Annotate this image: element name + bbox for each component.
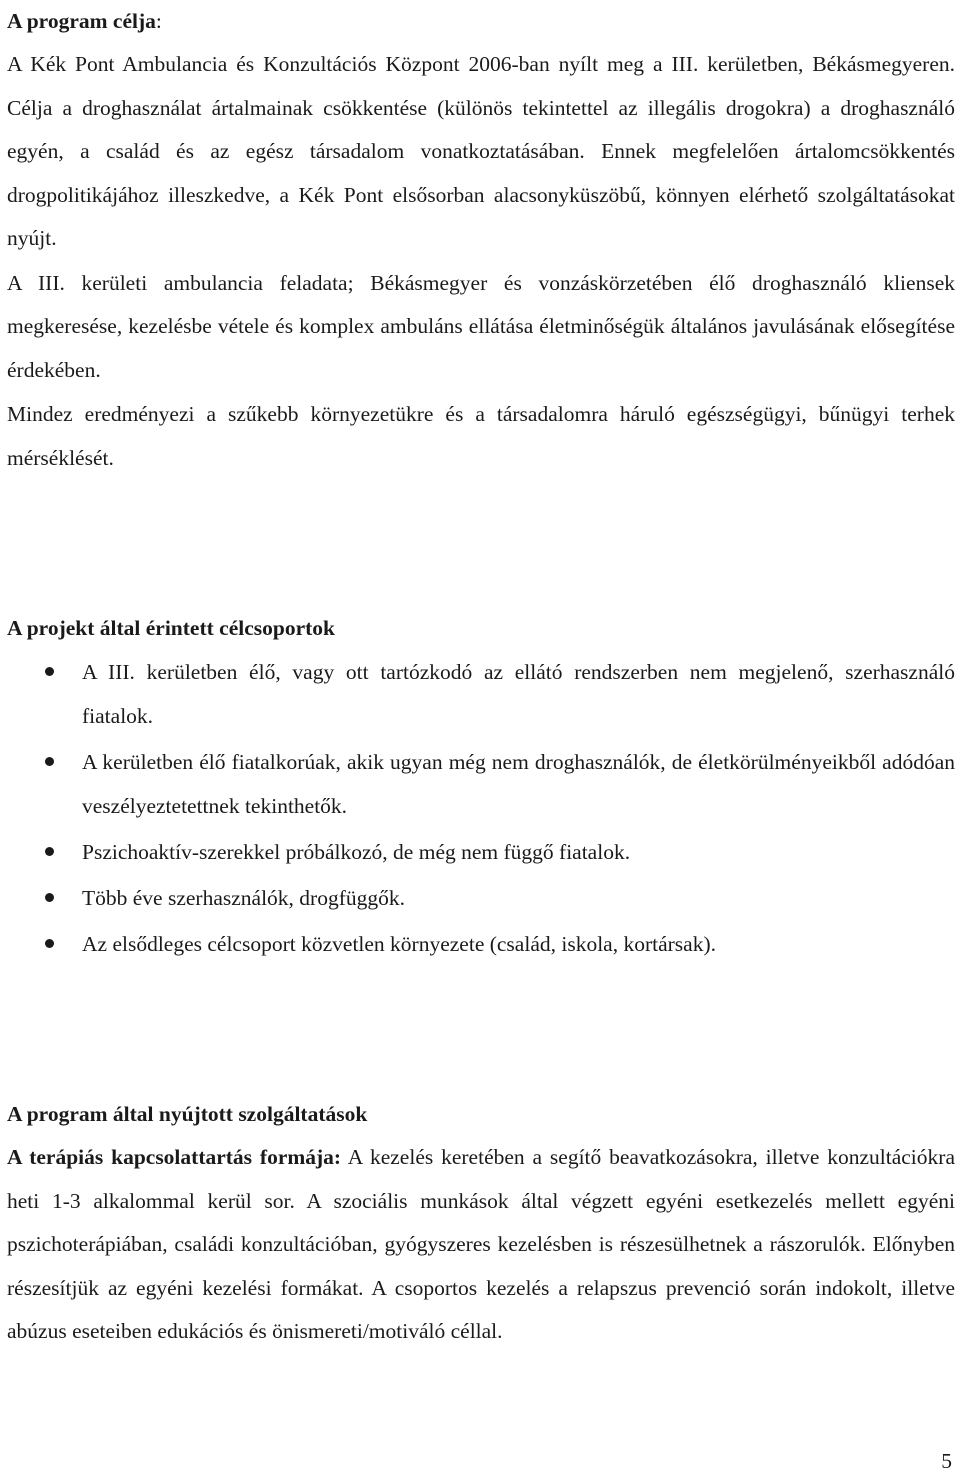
page-number: 5 [941, 1449, 952, 1473]
section-heading [7, 0, 955, 43]
section-target-groups [7, 607, 955, 968]
list-item [7, 922, 955, 966]
list-item [7, 876, 955, 920]
paragraph: A III. kerületi ambulancia feladata; Békásmegyer és vonzáskörzetében élő droghasználó kliensek megkeresése, kezelésbe vétele és komplex ambuláns ellátása életminőségük általános javulásának elősegítése érdekében. [7, 270, 955, 382]
list-item-text: Több éve szerhasználók, drogfüggők. [82, 886, 405, 910]
paragraph-body: A kezelés keretében a segítő beavatkozásokra, illetve konzultációkra heti 1-3 alkalommal kerül sor. A szociális munkások által végzett egyéni esetkezelés mellett egyéni pszichoterápiában, családi konzultációban, gyógyszeres kezelésben is részesülhetnek a rászorulók. Előnyben részesítjük az egyéni kezelési formákat. A csoportos kezelés a relapszus prevenció során indokolt, illetve abúzus eseteiben edukációs és önismereti/motiváló céllal. [7, 1145, 955, 1343]
bullet-icon [45, 667, 54, 676]
list-item-text: A III. kerületben élő, vagy ott tartózkodó az ellátó rendszerben nem megjelenő, szerhasználó fiatalok. [82, 660, 955, 728]
section-services [7, 1093, 955, 1354]
heading-text: A program célja [7, 9, 156, 33]
paragraph: A Kék Pont Ambulancia és Konzultációs Központ 2006-ban nyílt meg a III. kerületben, Békásmegyeren. Célja a droghasználat ártalmainak csökkentése (különös tekintettel az illegális drogokra) a droghasználó egyén, a család és az egész társadalom vonatkoztatásában. Ennek megfelelően ártalomcsökkentés drogpolitikájához illeszkedve, a Kék Pont elsősorban alacsonyküszöbű, könnyen elérhető szolgáltatásokat nyújt. [7, 52, 955, 250]
section-heading: A program által nyújtott szolgáltatások [7, 1102, 368, 1126]
bullet-icon [45, 893, 54, 902]
section-heading: A projekt által érintett célcsoportok [7, 616, 336, 640]
paragraph: Mindez eredményezi a szűkebb környezetükre és a társadalomra háruló egészségügyi, bűnügyi terhek mérséklését. [7, 402, 955, 470]
list-item [7, 830, 955, 874]
bullet-icon [45, 847, 54, 856]
list-item [7, 650, 955, 738]
paragraph [7, 1136, 955, 1354]
heading-colon: : [155, 9, 162, 33]
list-item [7, 740, 955, 828]
paragraph-lead: A terápiás kapcsolattartás formája: [7, 1145, 342, 1169]
list-item-text: Pszichoaktív-szerekkel próbálkozó, de még nem függő fiatalok. [82, 840, 631, 864]
bullet-icon [45, 939, 54, 948]
bullet-icon [45, 757, 54, 766]
list-item-text: Az elsődleges célcsoport közvetlen környezete (család, iskola, kortársak). [82, 932, 716, 956]
list-item-text: A kerületben élő fiatalkorúak, akik ugyan még nem droghasználók, de életkörülményeikből adódóan veszélyeztetettnek tekinthetők. [82, 750, 955, 818]
target-group-list [7, 650, 955, 966]
section-program-goal [7, 0, 955, 480]
